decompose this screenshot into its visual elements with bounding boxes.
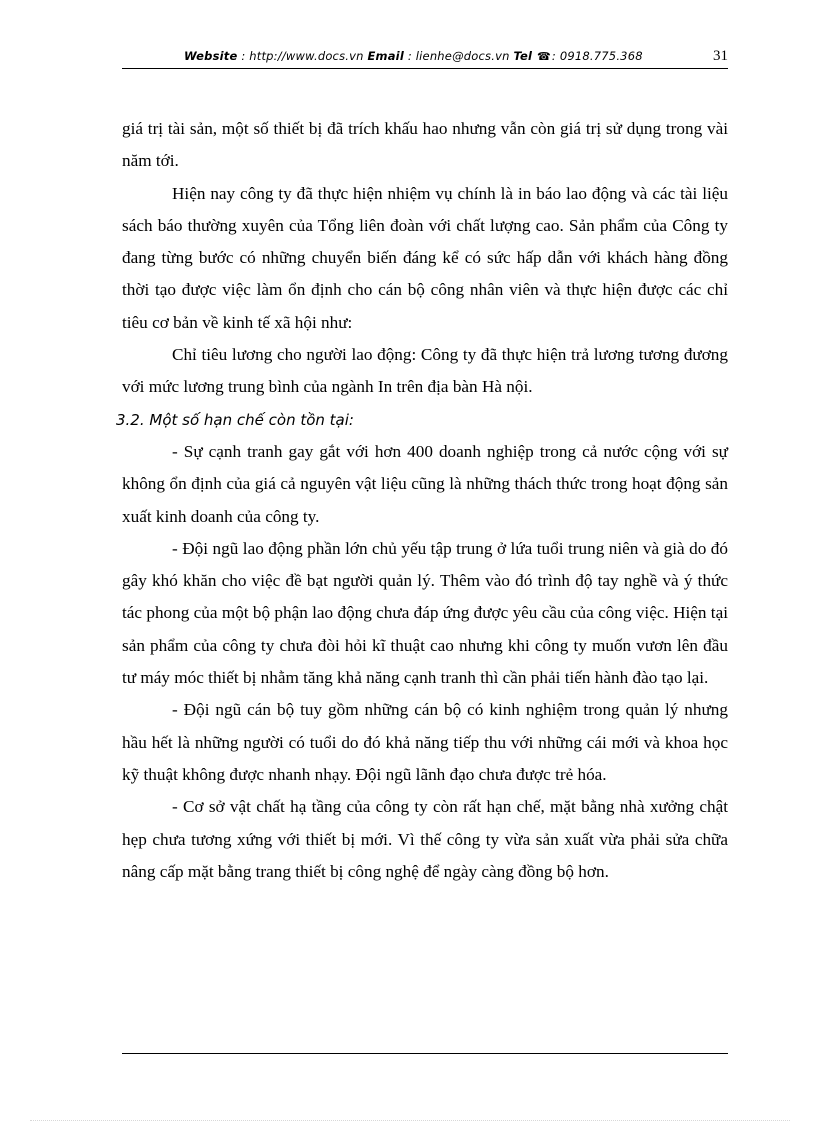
website-url[interactable]: : http://www.docs.vn xyxy=(241,49,364,63)
tel-label: Tel xyxy=(513,49,533,63)
bullet-competition: - Sự cạnh tranh gay gắt với hơn 400 doanh nghiệp trong cả nước cộng với sự không ổn định của giá cả nguyên vật liệu cũng là những thách thức trong hoạt động sản xuất kinh doanh của công ty. xyxy=(122,441,728,526)
bullet-infrastructure: - Cơ sở vật chất hạ tầng của công ty còn rất hạn chế, mặt bằng nhà xưởng chật hẹp chưa tương xứng với thiết bị mới. Vì thế công ty vừa sản xuất vừa phải sửa chữa nâng cấp mặt bằng trang thiết bị công nghệ để ngày càng đồng bộ hơn. xyxy=(122,797,728,881)
document-body xyxy=(116,113,728,888)
phone-icon: ☎ xyxy=(537,50,551,63)
website-label: Website xyxy=(184,49,238,63)
page-number: 31 xyxy=(713,48,728,64)
header-contact-line xyxy=(184,49,643,63)
paragraph-salary: Chỉ tiêu lương cho người lao động: Công ty đã thực hiện trả lương tương đương với mức lương trung bình của ngành In trên địa bàn Hà nội. xyxy=(122,345,728,397)
paragraph-continuation: giá trị tài sản, một số thiết bị đã trích khấu hao nhưng vẫn còn giá trị sử dụng trong vài năm tới. xyxy=(122,119,728,171)
page-header xyxy=(122,46,728,69)
page-edge-dotted-line xyxy=(30,1120,790,1121)
email-label: Email xyxy=(367,49,404,63)
bullet-workforce: - Đội ngũ lao động phần lớn chủ yếu tập trung ở lứa tuổi trung niên và già do đó gây khó khăn cho việc đề bạt người quản lý. Thêm vào đó trình độ tay nghề và ý thức tác phong của một bộ phận lao động chưa đáp ứng được yêu cầu của công việc. Hiện tại sản phẩm của công ty chưa đòi hỏi kĩ thuật cao nhưng khi công ty muốn vươn lên đầu tư máy móc thiết bị nhằm tăng khả năng cạnh tranh thì cần phải tiến hành đào tạo lại. xyxy=(122,538,728,688)
footer-divider xyxy=(122,1053,728,1054)
email-value[interactable]: : lienhe@docs.vn xyxy=(407,49,510,63)
paragraph-company-tasks: Hiện nay công ty đã thực hiện nhiệm vụ chính là in báo lao động và các tài liệu sách báo thường xuyên của Tổng liên đoàn với chất lượng cao. Sản phẩm của Công ty đang từng bước có những chuyển biến đáng kể có sức hấp dẫn với khách hàng đồng thời tạo được việc làm ổn định cho cán bộ công nhân viên và thực hiện được các chỉ tiêu cơ bản về kinh tế xã hội như: xyxy=(122,183,728,332)
tel-value: : 0918.775.368 xyxy=(551,49,643,63)
section-heading: 3.2. Một số hạn chế còn tồn tại: xyxy=(116,410,354,429)
bullet-management: - Đội ngũ cán bộ tuy gồm những cán bộ có kinh nghiệm trong quản lý nhưng hầu hết là những người có tuổi do đó khả năng tiếp thu với những cái mới và khoa học kỹ thuật không được nhanh nhạy. Đội ngũ lãnh đạo chưa được trẻ hóa. xyxy=(122,700,728,784)
